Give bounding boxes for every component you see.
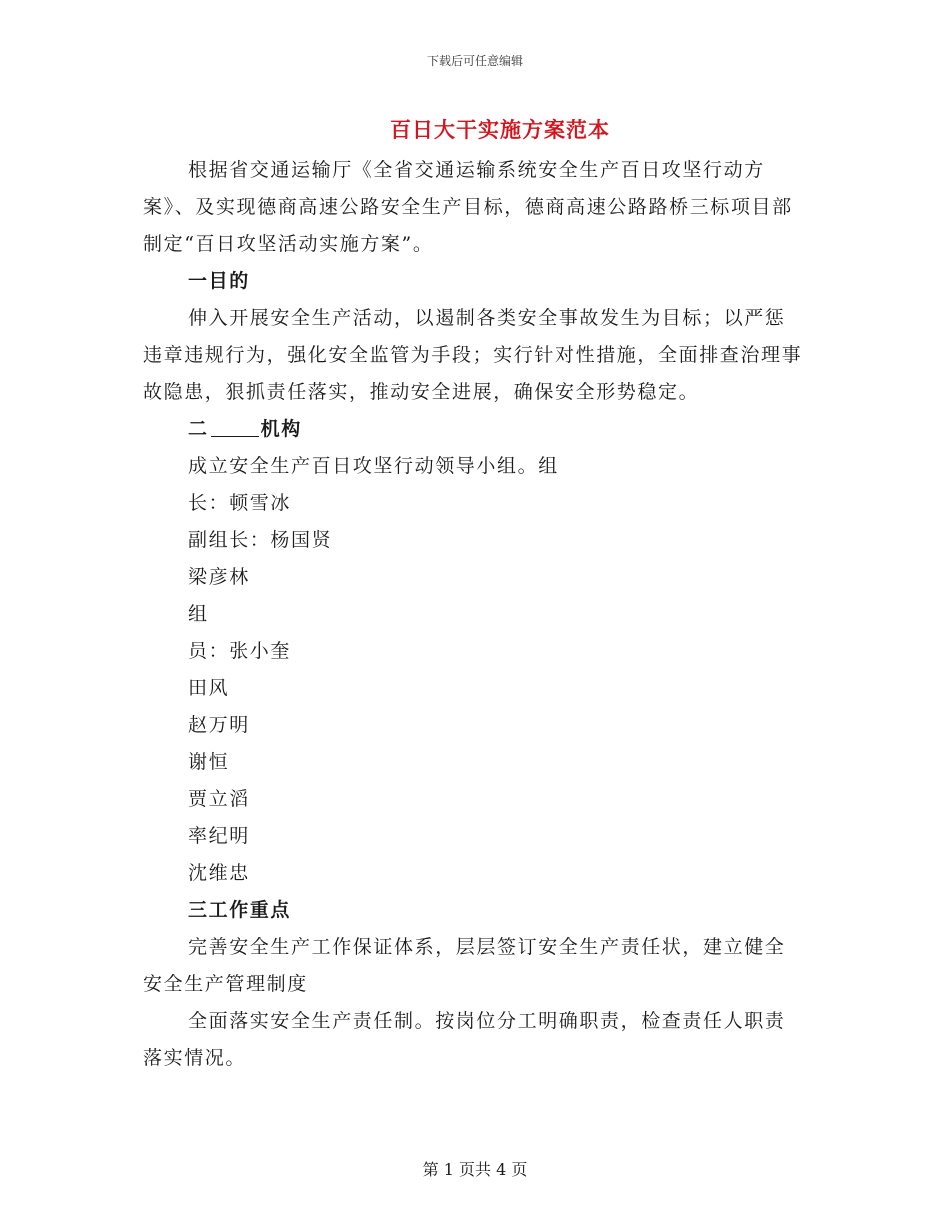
org-line: 谢恒 [188, 751, 230, 773]
org-line: 组 [188, 603, 209, 625]
org-line: 成立安全生产百日攻坚行动领导小组。组 [188, 455, 559, 477]
underline-blank [211, 414, 259, 437]
page-header: 下载后可任意编辑 [426, 54, 523, 68]
section-heading-focus: 三工作重点 [188, 899, 292, 921]
org-line: 贾立滔 [188, 788, 250, 810]
page-number: 第 1 页共 4 页 [422, 1160, 528, 1179]
focus-paragraph: 完善安全生产工作保证体系，层层签订安全生产责任状，建立健全安全生产管理制度 [143, 936, 786, 995]
org-line: 长：顿雪冰 [188, 492, 292, 514]
heading-number: 二 [188, 418, 209, 440]
focus-paragraph: 全面落实安全生产责任制。按岗位分工明确职责，检查责任人职责落实情况。 [143, 1010, 786, 1069]
org-line: 副组长：杨国贤 [188, 529, 333, 551]
org-line: 率纪明 [188, 825, 250, 847]
org-line: 沈维忠 [188, 862, 250, 884]
org-line: 赵万明 [188, 714, 250, 736]
document-body [143, 152, 803, 1077]
intro-paragraph: 根据省交通运输厅《全省交通运输系统安全生产百日攻坚行动方案》、及实现德商高速公路安全生产目标，德商高速公路路桥三标项目部制定“百日攻坚活动实施方案”。 [143, 159, 793, 255]
org-line: 田风 [188, 677, 230, 699]
org-line: 员：张小奎 [188, 640, 292, 662]
document-title: 百日大干实施方案范本 [390, 117, 610, 142]
section-heading-purpose: 一目的 [188, 270, 250, 292]
org-line: 梁彦林 [188, 566, 250, 588]
purpose-paragraph: 伸入开展安全生产活动，以遏制各类安全事故发生为目标；以严惩违章违规行为，强化安全监管为手段；实行针对性措施，全面排查治理事故隐患，狠抓责任落实，推动安全进展，确保安全形势稳定。 [143, 307, 803, 403]
section-heading-organization [143, 411, 803, 448]
heading-text: 机构 [260, 418, 302, 440]
